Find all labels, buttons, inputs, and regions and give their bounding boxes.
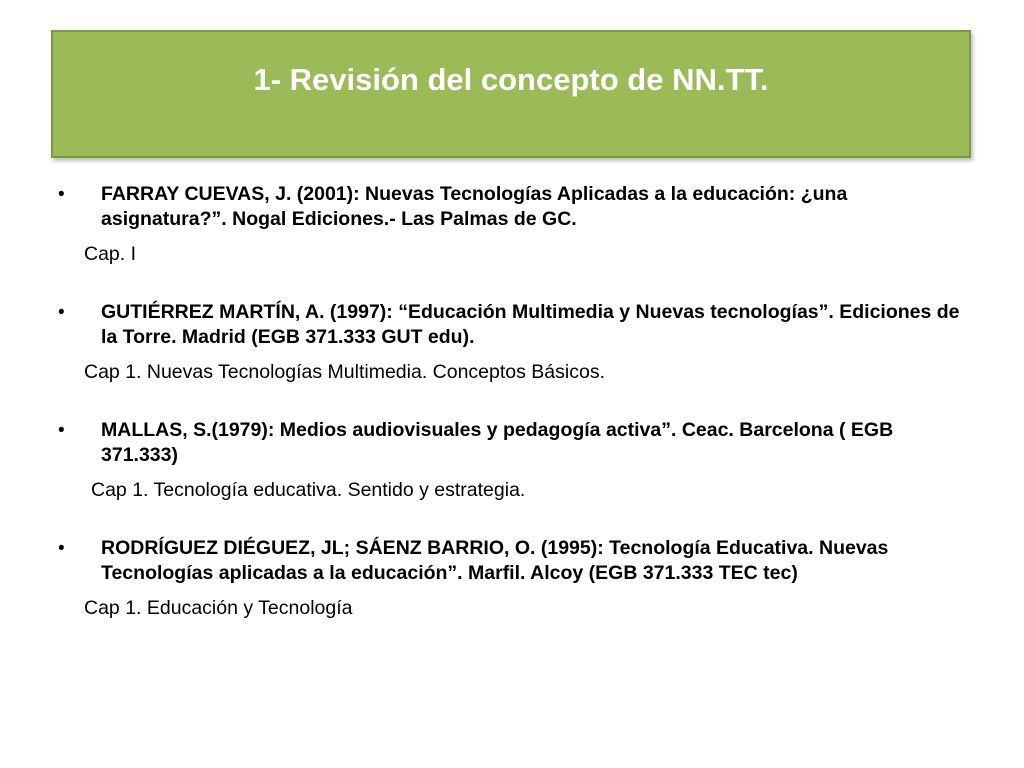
slide-title: 1- Revisión del concepto de NN.TT.	[253, 62, 769, 97]
reference-item	[58, 300, 968, 385]
reference-citation: RODRÍGUEZ DIÉGUEZ, JL; SÁENZ BARRIO, O. (1995): Tecnología Educativa. Nuevas Tecnologías aplicadas a la educación”. Marfil. Alcoy (EGB 371.333 TEC tec)	[101, 537, 889, 584]
bullet-icon: •	[58, 184, 65, 205]
reference-item	[58, 418, 968, 503]
reference-item	[58, 182, 968, 267]
reference-chapter: Cap 1. Educación y Tecnología	[84, 597, 353, 619]
reference-chapter: Cap 1. Nuevas Tecnologías Multimedia. Conceptos Básicos.	[84, 361, 605, 383]
reference-citation: GUTIÉRREZ MARTÍN, A. (1997): “Educación Multimedia y Nuevas tecnologías”. Ediciones de la Torre. Madrid (EGB 371.333 GUT edu).	[101, 301, 960, 348]
bullet-icon: •	[58, 302, 65, 323]
reference-citation-row	[58, 418, 968, 468]
title-banner	[51, 30, 971, 158]
reference-list	[58, 182, 968, 654]
reference-citation-row	[58, 536, 968, 586]
reference-citation-row	[58, 182, 968, 232]
reference-chapter: Cap. I	[84, 243, 137, 265]
reference-item	[58, 536, 968, 621]
bullet-icon: •	[58, 420, 65, 441]
reference-chapter: Cap 1. Tecnología educativa. Sentido y estrategia.	[91, 479, 526, 501]
reference-citation-row	[58, 300, 968, 350]
bullet-icon: •	[58, 538, 65, 559]
reference-citation: MALLAS, S.(1979): Medios audiovisuales y pedagogía activa”. Ceac. Barcelona ( EGB 371.333)	[101, 419, 894, 466]
reference-citation: FARRAY CUEVAS, J. (2001): Nuevas Tecnologías Aplicadas a la educación: ¿una asignatura?”. Nogal Ediciones.- Las Palmas de GC.	[101, 183, 848, 230]
